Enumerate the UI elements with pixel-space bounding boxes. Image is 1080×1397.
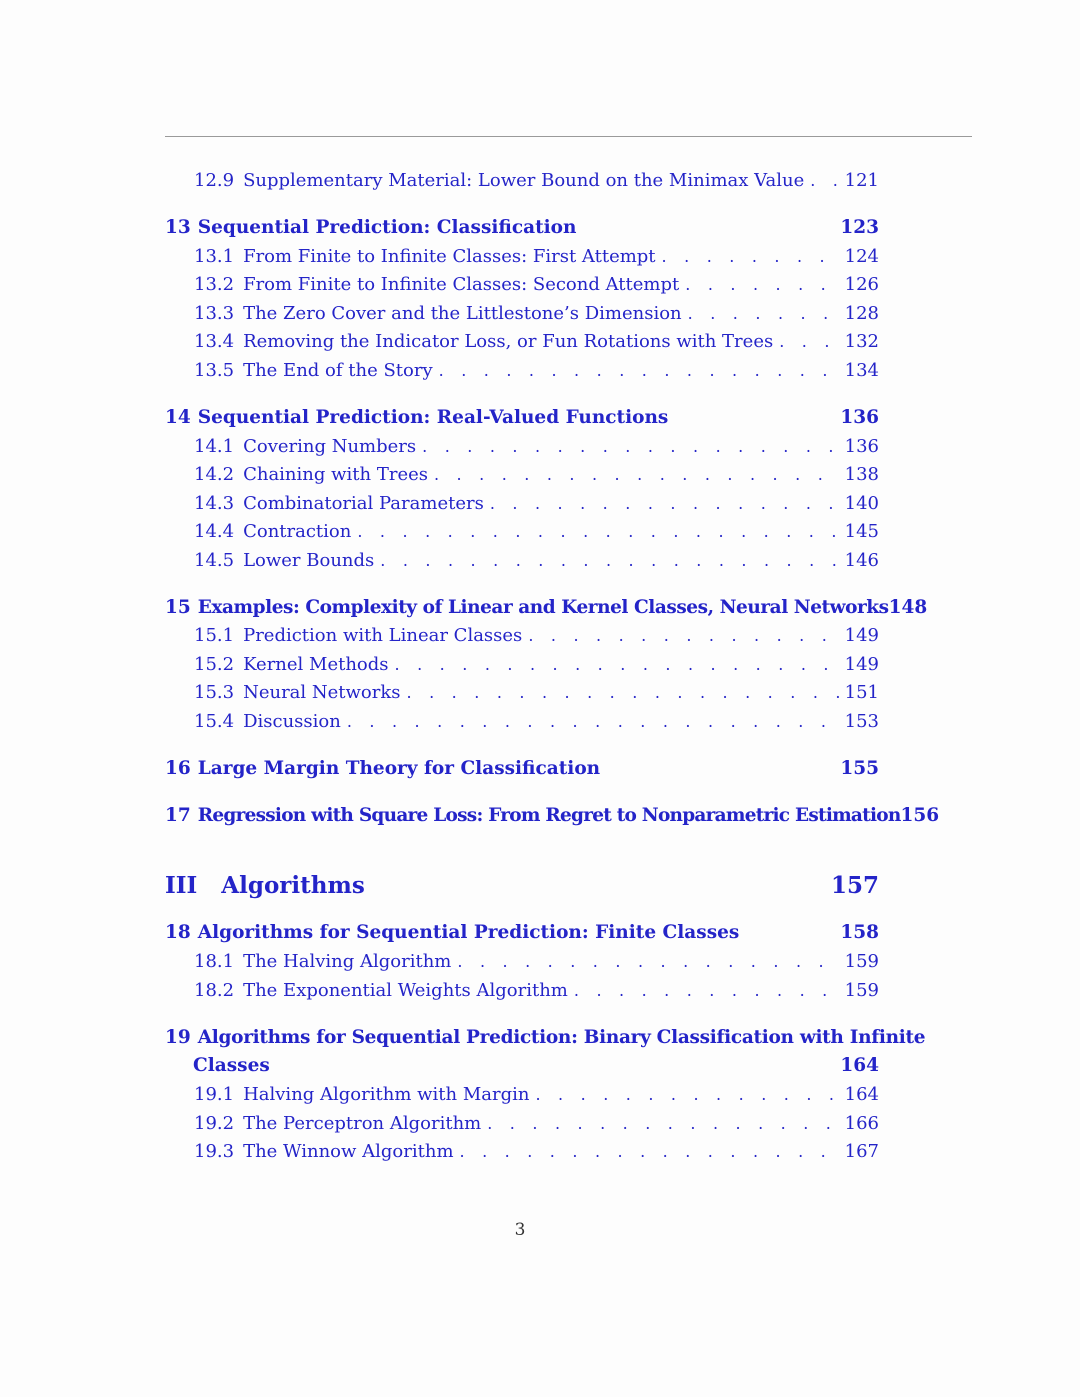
leader-dots (395, 655, 839, 674)
toc-chapter-17[interactable] (165, 805, 940, 826)
page-ref: 146 (844, 550, 879, 571)
page-ref: 149 (844, 654, 879, 675)
part-number: III (165, 872, 198, 899)
chapter-title: Algorithms for Sequential Prediction: Finite Classes (197, 922, 740, 943)
section-title: The Zero Cover and the Littlestone’s Dimension (243, 303, 682, 324)
page-ref: 167 (844, 1141, 879, 1162)
toc-chapter-19[interactable] (165, 1027, 926, 1048)
part-title: Algorithms (221, 872, 365, 899)
page-ref: 158 (840, 922, 879, 943)
section-number: 14.2 (194, 464, 235, 485)
toc-entry-12-9[interactable] (165, 170, 879, 191)
page-ref: 153 (844, 711, 879, 732)
leader-dots (347, 712, 839, 731)
toc-entry-15-4[interactable] (165, 711, 879, 732)
leader-dots (535, 1085, 838, 1104)
page-ref: 164 (840, 1055, 879, 1076)
toc-entry-14-2[interactable] (165, 464, 879, 485)
section-title: Neural Networks (243, 682, 401, 703)
page-ref: 149 (844, 625, 879, 646)
toc-chapter-19-continued[interactable] (165, 1055, 879, 1076)
page-ref: 155 (840, 758, 879, 779)
chapter-title: Sequential Prediction: Real-Valued Functions (197, 407, 669, 428)
toc-entry-15-3[interactable] (165, 682, 879, 703)
chapter-number: 15 (165, 597, 191, 618)
page-ref: 138 (844, 464, 879, 485)
section-title: Prediction with Linear Classes (243, 625, 523, 646)
section-number: 13.1 (194, 246, 235, 267)
toc-part-iii[interactable] (165, 872, 879, 899)
page-ref: 166 (844, 1113, 879, 1134)
toc-chapter-15[interactable] (165, 597, 928, 618)
section-title: Covering Numbers (243, 436, 417, 457)
leader-dots (422, 437, 839, 456)
chapter-title: Examples: Complexity of Linear and Kernel Classes, Neural Networks (197, 597, 889, 618)
section-number: 19.1 (194, 1084, 235, 1105)
section-title: The Exponential Weights Algorithm (243, 980, 568, 1001)
toc-entry-14-3[interactable] (165, 493, 879, 514)
chapter-title: Algorithms for Sequential Prediction: Binary Classification with Infinite (197, 1027, 926, 1048)
leader-dots (457, 952, 838, 971)
leader-dots (439, 361, 839, 380)
section-title: The End of the Story (243, 360, 433, 381)
leader-dots (487, 1114, 838, 1133)
leader-dots (434, 465, 839, 484)
page-ref: 145 (844, 521, 879, 542)
chapter-title: Regression with Square Loss: From Regret to Nonparametric Estimation (197, 805, 901, 826)
section-title: Kernel Methods (243, 654, 389, 675)
toc-entry-13-4[interactable] (165, 331, 879, 352)
section-title: Halving Algorithm with Margin (243, 1084, 530, 1105)
section-number: 14.1 (194, 436, 235, 457)
page-ref: 159 (844, 980, 879, 1001)
leader-dots (574, 981, 839, 1000)
section-number: 15.4 (194, 711, 235, 732)
leader-dots (357, 522, 838, 541)
section-title: From Finite to Infinite Classes: Second Attempt (243, 274, 680, 295)
section-number: 19.3 (194, 1141, 235, 1162)
section-title: Contraction (243, 521, 352, 542)
chapter-title: Large Margin Theory for Classification (197, 758, 601, 779)
section-number: 12.9 (194, 170, 235, 191)
section-number: 18.2 (194, 980, 235, 1001)
chapter-number: 13 (165, 217, 191, 238)
page-ref: 136 (840, 407, 879, 428)
section-title: Discussion (243, 711, 341, 732)
leader-dots (662, 247, 839, 266)
chapter-number: 14 (165, 407, 191, 428)
toc-entry-13-2[interactable] (165, 274, 879, 295)
page-ref: 159 (844, 951, 879, 972)
page-ref: 140 (844, 493, 879, 514)
header-rule (165, 136, 972, 137)
chapter-title: Sequential Prediction: Classification (197, 217, 577, 238)
section-title: Lower Bounds (243, 550, 375, 571)
leader-dots (685, 275, 838, 294)
toc-entry-14-1[interactable] (165, 436, 879, 457)
toc-chapter-13[interactable] (165, 217, 879, 238)
leader-dots (810, 171, 838, 190)
section-title: Chaining with Trees (243, 464, 428, 485)
leader-dots (407, 683, 839, 702)
page-number: 3 (514, 1220, 526, 1240)
section-number: 15.3 (194, 682, 235, 703)
chapter-number: 16 (165, 758, 191, 779)
section-number: 15.2 (194, 654, 235, 675)
page-ref: 126 (844, 274, 879, 295)
section-title: The Perceptron Algorithm (243, 1113, 482, 1134)
chapter-number: 18 (165, 922, 191, 943)
page-ref: 148 (888, 597, 928, 618)
toc-entry-14-5[interactable] (165, 550, 879, 571)
toc-entry-15-1[interactable] (165, 625, 879, 646)
page-ref: 123 (840, 217, 879, 238)
section-title: The Halving Algorithm (243, 951, 452, 972)
page-ref: 128 (844, 303, 879, 324)
section-title: Removing the Indicator Loss, or Fun Rotations with Trees (243, 331, 774, 352)
leader-dots (380, 551, 838, 570)
toc-entry-14-4[interactable] (165, 521, 879, 542)
toc-entry-19-1[interactable] (165, 1084, 879, 1105)
page-ref: 124 (844, 246, 879, 267)
page-ref: 156 (900, 805, 940, 826)
section-number: 14.5 (194, 550, 235, 571)
toc-entry-13-3[interactable] (165, 303, 879, 324)
toc-chapter-14[interactable] (165, 407, 879, 428)
leader-dots (490, 494, 839, 513)
leader-dots (688, 304, 839, 323)
section-number: 18.1 (194, 951, 235, 972)
page-ref: 132 (844, 331, 879, 352)
toc-entry-18-1[interactable] (165, 951, 879, 972)
toc-entry-15-2[interactable] (165, 654, 879, 675)
leader-dots (779, 332, 838, 351)
section-number: 15.1 (194, 625, 235, 646)
toc-chapter-18[interactable] (165, 922, 879, 943)
page-ref: 136 (844, 436, 879, 457)
page-ref: 134 (844, 360, 879, 381)
leader-dots (528, 626, 838, 645)
section-number: 13.2 (194, 274, 235, 295)
page-ref: 121 (844, 170, 879, 191)
toc-entry-13-5[interactable] (165, 360, 879, 381)
chapter-number: 17 (165, 805, 191, 826)
toc-chapter-16[interactable] (165, 758, 879, 779)
section-number: 13.5 (194, 360, 235, 381)
section-number: 14.3 (194, 493, 235, 514)
toc-entry-19-3[interactable] (165, 1141, 879, 1162)
section-number: 14.4 (194, 521, 235, 542)
section-title: From Finite to Infinite Classes: First Attempt (243, 246, 656, 267)
section-title: The Winnow Algorithm (243, 1141, 454, 1162)
toc-entry-19-2[interactable] (165, 1113, 879, 1134)
page-ref: 164 (844, 1084, 879, 1105)
chapter-title-continued: Classes (193, 1055, 270, 1076)
page-ref: 157 (830, 872, 879, 899)
chapter-number: 19 (165, 1027, 191, 1048)
section-title: Supplementary Material: Lower Bound on the Minimax Value (243, 170, 805, 191)
section-number: 19.2 (194, 1113, 235, 1134)
leader-dots (460, 1142, 839, 1161)
toc-entry-13-1[interactable] (165, 246, 879, 267)
section-number: 13.4 (194, 331, 235, 352)
section-title: Combinatorial Parameters (243, 493, 484, 514)
section-number: 13.3 (194, 303, 235, 324)
page-ref: 151 (844, 682, 879, 703)
toc-entry-18-2[interactable] (165, 980, 879, 1001)
